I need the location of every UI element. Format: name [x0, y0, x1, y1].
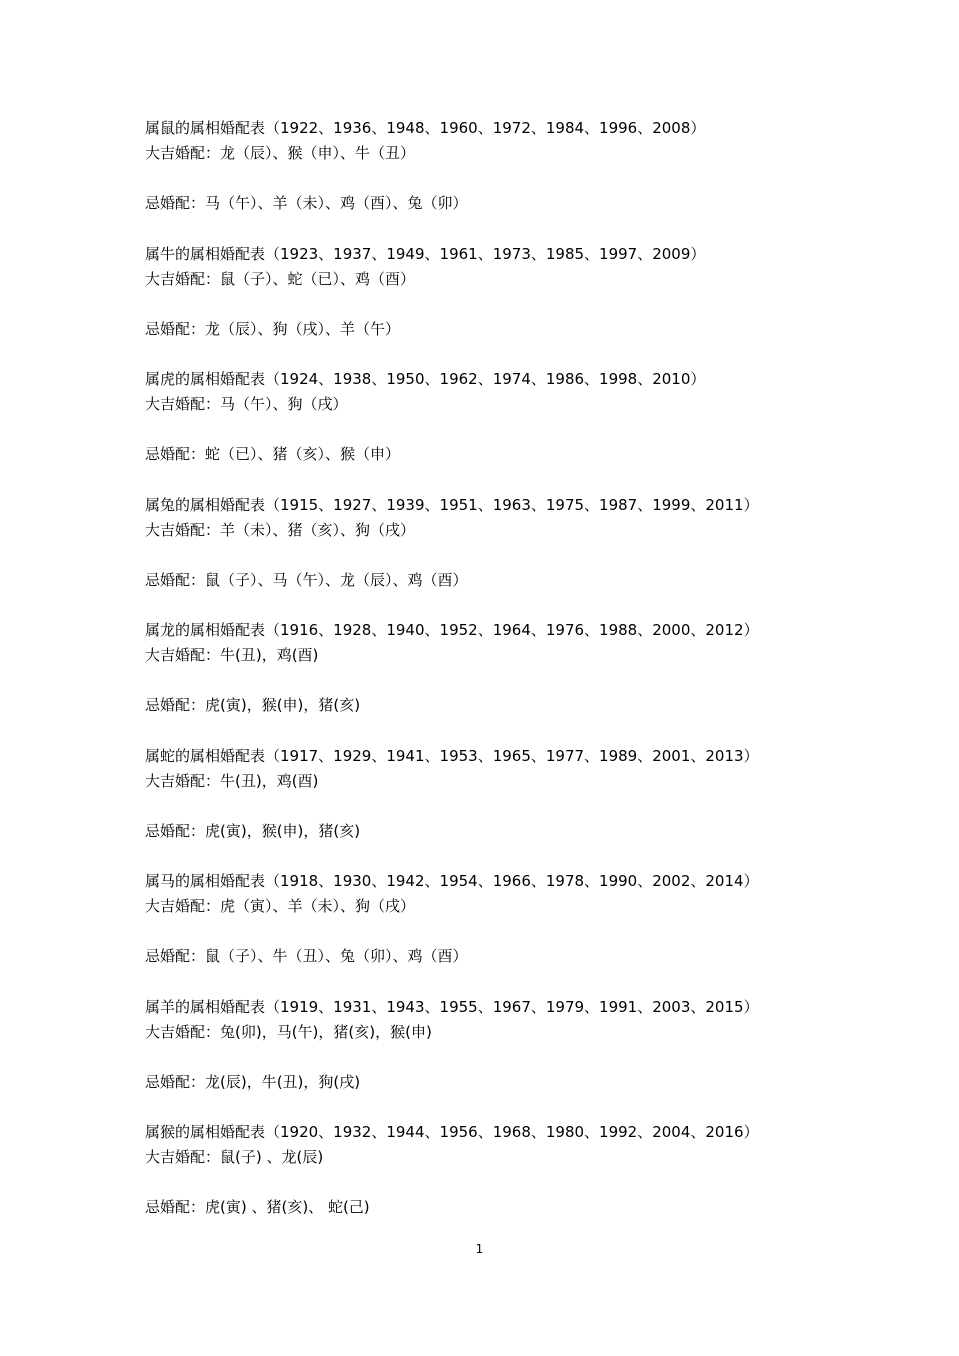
- zodiac-section-monkey: [145, 1120, 845, 1246]
- section-title: 属鼠的属相婚配表（1922、1936、1948、1960、1972、1984、1996、2008）: [145, 119, 706, 137]
- good-match-line: 大吉婚配：鼠（子）、蛇（已）、鸡（酉）: [145, 269, 416, 288]
- good-match-line: 大吉婚配：龙（辰）、猴（申）、牛（丑）: [145, 144, 416, 162]
- zodiac-section-dragon: [145, 618, 845, 744]
- section-title: 属龙的属相婚配表（1916、1928、1940、1952、1964、1976、1988、2000、2012）: [145, 621, 759, 639]
- blank-line: [145, 166, 845, 191]
- section-title: 属蛇的属相婚配表（1917、1929、1941、1953、1965、1977、1989、2001、2013）: [145, 746, 759, 765]
- blank-line: [145, 919, 845, 944]
- bad-match-line: 忌婚配：蛇（已）、猪（亥）、猴（申）: [145, 445, 401, 463]
- blank-line: [145, 1045, 845, 1070]
- zodiac-section-tiger: [145, 367, 845, 493]
- zodiac-section-ox: [145, 242, 845, 368]
- zodiac-section-rat: [145, 116, 845, 242]
- zodiac-section-goat: [145, 995, 845, 1121]
- good-match-line: 大吉婚配：牛(丑)，鸡(酉): [145, 646, 319, 664]
- good-match-line: 大吉婚配：兔(卯)，马(午)，猪(亥)，猴(申): [145, 1022, 432, 1041]
- bad-match-line: 忌婚配：虎(寅)，猴(申)，猪(亥): [145, 696, 361, 714]
- section-title: 属马的属相婚配表（1918、1930、1942、1954、1966、1978、1990、2002、2014）: [145, 872, 759, 890]
- good-match-line: 大吉婚配：虎（寅）、羊（未）、狗（戌）: [145, 897, 416, 915]
- section-title: 属猴的属相婚配表（1920、1932、1944、1956、1968、1980、1992、2004、2016）: [145, 1123, 759, 1141]
- bad-match-line: 忌婚配：龙（辰）、狗（戌）、羊（午）: [145, 319, 401, 338]
- bad-match-line: 忌婚配：马（午）、羊（未）、鸡（酉）、兔（卯）: [145, 194, 468, 212]
- good-match-line: 大吉婚配：鼠(子) 、龙(辰): [145, 1148, 324, 1166]
- bad-match-line: 忌婚配：鼠（子）、牛（丑）、兔（卯）、鸡（酉）: [145, 947, 468, 965]
- zodiac-section-horse: [145, 869, 845, 995]
- good-match-line: 大吉婚配：马（午）、狗（戌）: [145, 395, 348, 413]
- bad-match-line: 忌婚配：虎(寅)，猴(申)，猪(亥): [145, 821, 361, 840]
- bad-match-line: 忌婚配：鼠（子）、马（午）、龙（辰）、鸡（酉）: [145, 570, 468, 589]
- blank-line: [145, 543, 845, 568]
- good-match-line: 大吉婚配：羊（未）、猪（亥）、狗（戌）: [145, 520, 416, 539]
- blank-line: [145, 1170, 845, 1195]
- zodiac-section-rabbit: [145, 493, 845, 619]
- good-match-line: 大吉婚配：牛(丑)，鸡(酉): [145, 771, 319, 790]
- blank-line: [145, 292, 845, 317]
- zodiac-section-snake: [145, 744, 845, 870]
- blank-line: [145, 668, 845, 693]
- section-title: 属羊的属相婚配表（1919、1931、1943、1955、1967、1979、1991、2003、2015）: [145, 997, 759, 1016]
- page-number: 1: [475, 1242, 484, 1256]
- blank-line: [145, 794, 845, 819]
- section-title: 属虎的属相婚配表（1924、1938、1950、1962、1974、1986、1998、2010）: [145, 370, 706, 388]
- document-body: [145, 116, 845, 1246]
- blank-line: [145, 417, 845, 442]
- bad-match-line: 忌婚配：龙(辰)，牛(丑)，狗(戌): [145, 1072, 361, 1091]
- bad-match-line: 忌婚配：虎(寅) 、猪(亥)、 蛇(己): [145, 1198, 370, 1216]
- section-title: 属牛的属相婚配表（1923、1937、1949、1961、1973、1985、1997、2009）: [145, 244, 706, 263]
- section-title: 属兔的属相婚配表（1915、1927、1939、1951、1963、1975、1987、1999、2011）: [145, 495, 759, 514]
